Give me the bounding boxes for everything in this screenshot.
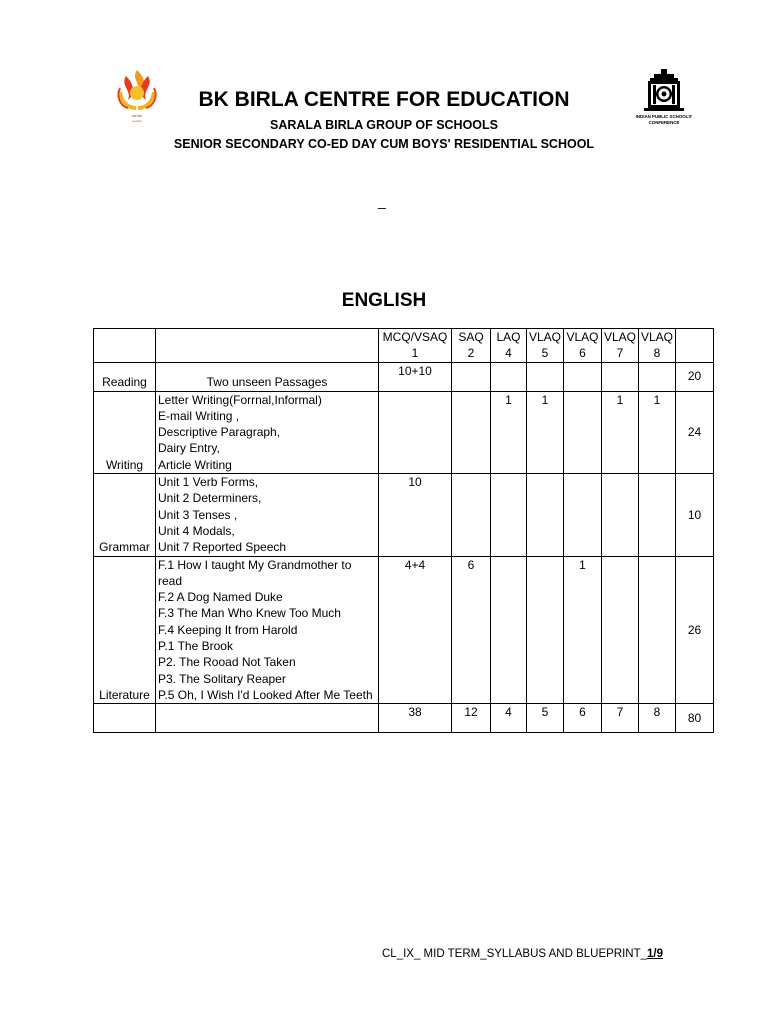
marks-cell: 1	[564, 556, 602, 704]
topic-item: Unit 3 Tenses ,	[158, 507, 238, 522]
column-total: 38	[379, 704, 452, 733]
marks-cell: 6	[452, 556, 491, 704]
marks-cell	[379, 391, 452, 473]
table-row-totals	[94, 704, 714, 733]
table-row-grammar	[94, 474, 714, 556]
topic-list: Two unseen Passages	[156, 362, 379, 391]
marks-cell	[527, 362, 564, 391]
topic-item: P2. The Rooad Not Taken	[158, 655, 296, 670]
row-total: 20	[676, 362, 714, 391]
topic-item: Letter Writing(Forrnal,Informal)	[158, 392, 322, 407]
topic-list	[156, 391, 379, 473]
column-total: 8	[639, 704, 676, 733]
table-row-writing	[94, 391, 714, 473]
topic-item: P.5 Oh, I Wish I'd Looked After Me Teeth	[158, 687, 373, 702]
topic-item: Unit 7 Reported Speech	[158, 540, 287, 555]
header-empty-cell	[676, 329, 714, 363]
header-empty-cell	[156, 329, 379, 363]
page-number: 1/9	[647, 948, 664, 960]
grand-total: 80	[676, 704, 714, 733]
table-row-literature	[94, 556, 714, 704]
marks-cell: 10	[379, 474, 452, 556]
topic-item: F.4 Keeping It from Harold	[158, 622, 298, 637]
column-header: VLAQ 7	[602, 329, 639, 363]
marks-cell: 1	[527, 391, 564, 473]
column-total: 5	[527, 704, 564, 733]
school-type: SENIOR SECONDARY CO-ED DAY CUM BOYS' RESIDENTIAL SCHOOL	[173, 137, 595, 151]
topic-item: Descriptive Paragraph,	[158, 425, 281, 440]
totals-empty-cell	[94, 704, 156, 733]
marks-cell	[452, 474, 491, 556]
school-name: BK BIRLA CENTRE FOR EDUCATION	[198, 88, 570, 111]
column-header: SAQ 2	[452, 329, 491, 363]
section-label: Grammar	[94, 474, 156, 556]
svg-text:CONFERENCE: CONFERENCE	[648, 120, 680, 125]
marks-cell	[452, 391, 491, 473]
svg-text:sarala: sarala	[131, 113, 143, 118]
marks-cell	[491, 474, 527, 556]
topic-item: Unit 1 Verb Forms,	[158, 475, 259, 490]
marks-cell: 1	[602, 391, 639, 473]
topic-list	[156, 474, 379, 556]
topic-item: E-mail Writing ,	[158, 408, 240, 423]
topic-item: F.3 The Man Who Knew Too Much	[158, 606, 341, 621]
marks-cell	[491, 556, 527, 704]
marks-cell: 10+10	[379, 362, 452, 391]
marks-cell	[602, 474, 639, 556]
topic-list	[156, 556, 379, 704]
totals-empty-cell	[156, 704, 379, 733]
marks-cell	[564, 474, 602, 556]
topic-item: Article Writing	[158, 457, 232, 472]
svg-text:society: society	[132, 119, 142, 123]
blueprint-table	[93, 328, 714, 733]
row-total: 24	[676, 391, 714, 473]
column-header: VLAQ 5	[527, 329, 564, 363]
marks-cell	[564, 391, 602, 473]
section-label: Writing	[94, 391, 156, 473]
column-total: 12	[452, 704, 491, 733]
section-label: Literature	[94, 556, 156, 704]
separator-mark: _	[378, 193, 386, 209]
header-empty-cell	[94, 329, 156, 363]
topic-item: Unit 2 Determiners,	[158, 491, 262, 506]
topic-item: P.1 The Brook	[158, 639, 233, 654]
marks-cell	[602, 362, 639, 391]
marks-cell: 4+4	[379, 556, 452, 704]
marks-cell	[491, 362, 527, 391]
marks-cell	[602, 556, 639, 704]
column-total: 4	[491, 704, 527, 733]
marks-cell	[639, 362, 676, 391]
column-total: 7	[602, 704, 639, 733]
table-row-reading	[94, 362, 714, 391]
footer-text: CL_IX_ MID TERM_SYLLABUS AND BLUEPRINT_	[382, 948, 648, 960]
marks-cell	[527, 556, 564, 704]
marks-cell	[564, 362, 602, 391]
row-total: 26	[676, 556, 714, 704]
marks-cell	[527, 474, 564, 556]
topic-item: F.2 A Dog Named Duke	[158, 590, 283, 605]
subject-title: ENGLISH	[341, 290, 427, 311]
page-footer	[382, 948, 663, 960]
group-name: SARALA BIRLA GROUP OF SCHOOLS	[269, 118, 498, 132]
section-label: Reading	[94, 362, 156, 391]
column-header: MCQ/VSAQ 1	[379, 329, 452, 363]
table-header-row	[94, 329, 714, 363]
row-total: 10	[676, 474, 714, 556]
marks-cell: 1	[639, 391, 676, 473]
topic-item: F.1 How I taught My Grandmother to read	[158, 557, 352, 588]
topic-item: Unit 4 Modals,	[158, 523, 235, 538]
topic-item: Dairy Entry,	[158, 441, 220, 456]
marks-cell	[639, 556, 676, 704]
marks-cell	[639, 474, 676, 556]
topic-item: P3. The Solitary Reaper	[158, 671, 286, 686]
column-total: 6	[564, 704, 602, 733]
marks-cell: 1	[491, 391, 527, 473]
marks-cell	[452, 362, 491, 391]
column-header: VLAQ 6	[564, 329, 602, 363]
column-header: VLAQ 8	[639, 329, 676, 363]
column-header: LAQ 4	[491, 329, 527, 363]
svg-text:INDIAN PUBLIC SCHOOLS': INDIAN PUBLIC SCHOOLS'	[635, 114, 693, 119]
